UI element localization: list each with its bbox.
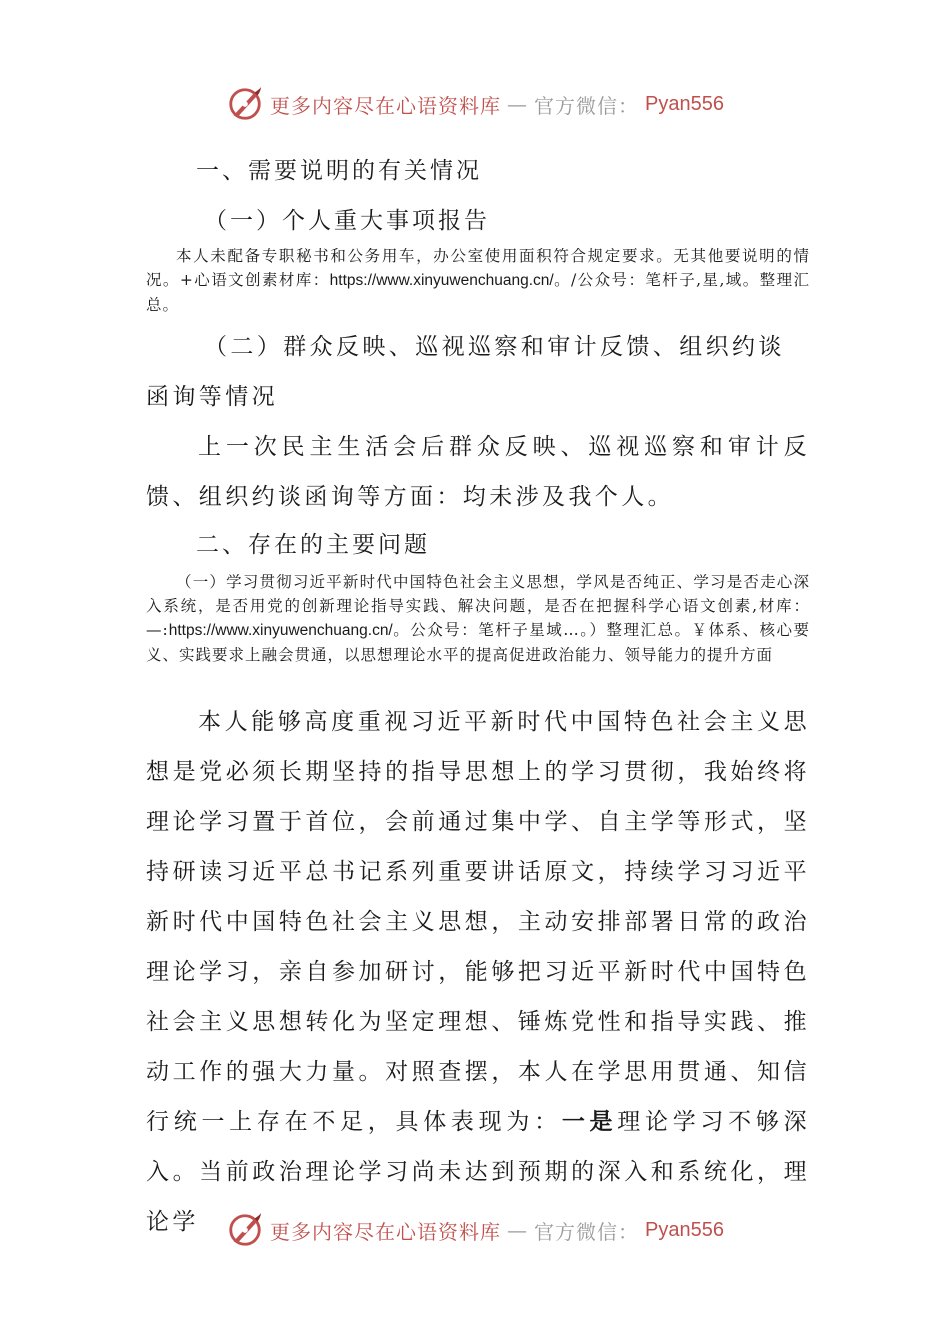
- section-1-2-paragraph: 上一次民主生活会后群众反映、巡视巡察和审计反馈、组织约谈函询等方面：均未涉及我个人。: [146, 434, 810, 510]
- section-1-1-text-b: 。/公众号：笔杆子,星,域。整理汇总。: [146, 271, 810, 314]
- section-1-2-heading: （二）群众反映、巡视巡察和审计反馈、组织约谈函询等情况: [146, 334, 785, 410]
- section-1-1-heading: （一）个人重大事项报告: [204, 208, 490, 234]
- section-1-1-paragraph: [146, 244, 810, 317]
- section-2-heading: 二、存在的主要问题: [196, 532, 430, 558]
- section-1-1-text-a: 本人未配备专职秘书和公务用车，办公室使用面积符合规定要求。无其他要说明的情况。+心语文创素材库：: [146, 247, 810, 289]
- header-banner: [0, 84, 950, 124]
- section-2-1-body-bold: 一是: [561, 1108, 618, 1135]
- footer-banner: [0, 1210, 950, 1250]
- banner-wechat-id: Pyan556: [645, 92, 724, 115]
- section-2-1-url: https://www.xinyuwenchuang.cn/: [168, 622, 393, 639]
- banner-separator: —: [507, 1218, 529, 1242]
- banner-wechat-label: 官方微信：: [534, 1219, 640, 1244]
- quill-logo-icon: [226, 85, 264, 123]
- section-2-1-body-a: 本人能够高度重视习近平新时代中国特色社会主义思想是党必须长期坚持的指导思想上的学习贯彻，我始终将理论学习置于首位，会前通过集中学、自主学等形式，坚持研读习近平总书记系列重要讲话原文，持续学习习近平新时代中国特色社会主义思想，主动安排部署日常的政治理论学习，亲自参加研讨，能够把习近平新时代中国特色社会主义思想转化为坚定理想、锤炼党性和指导实践、推动工作的强大力量。对照查摆，本人在学思用贯通、知信行统一上存在不足，具体表现为：: [146, 709, 810, 1135]
- section-1-heading: 一、需要说明的有关情况: [196, 158, 482, 184]
- banner-title: 更多内容尽在心语资料库: [270, 1219, 502, 1244]
- section-2-1-body: [146, 697, 810, 1247]
- section-2-1-text-a: （一）学习贯彻习近平新时代中国特色社会主义思想，学风是否纯正、学习是否走心深入系统，是否用党的创新理论指导实践、解决问题，是否在把握科学心语文创素,材库：—:: [146, 573, 810, 639]
- banner-separator: —: [507, 92, 529, 116]
- section-2-1-paragraph: [146, 570, 810, 667]
- section-2-1-body-b: 理论学习不够深入。当前政治理论学习尚未达到预期的深入和系统化，理论学: [146, 1109, 810, 1235]
- quill-logo-icon: [226, 1211, 264, 1249]
- section-1-1-url: https://www.xinyuwenchuang.cn/: [329, 272, 554, 289]
- section-2-1-text-b: 。公众号：笔杆子星域…。）整理汇总。￥体系、核心要义、实践要求上融会贯通，以思想理论水平的提高促进政治能力、领导能力的提升方面: [146, 621, 810, 664]
- banner-wechat-id: Pyan556: [645, 1218, 724, 1241]
- banner-wechat-label: 官方微信：: [534, 93, 640, 118]
- banner-title: 更多内容尽在心语资料库: [270, 93, 502, 118]
